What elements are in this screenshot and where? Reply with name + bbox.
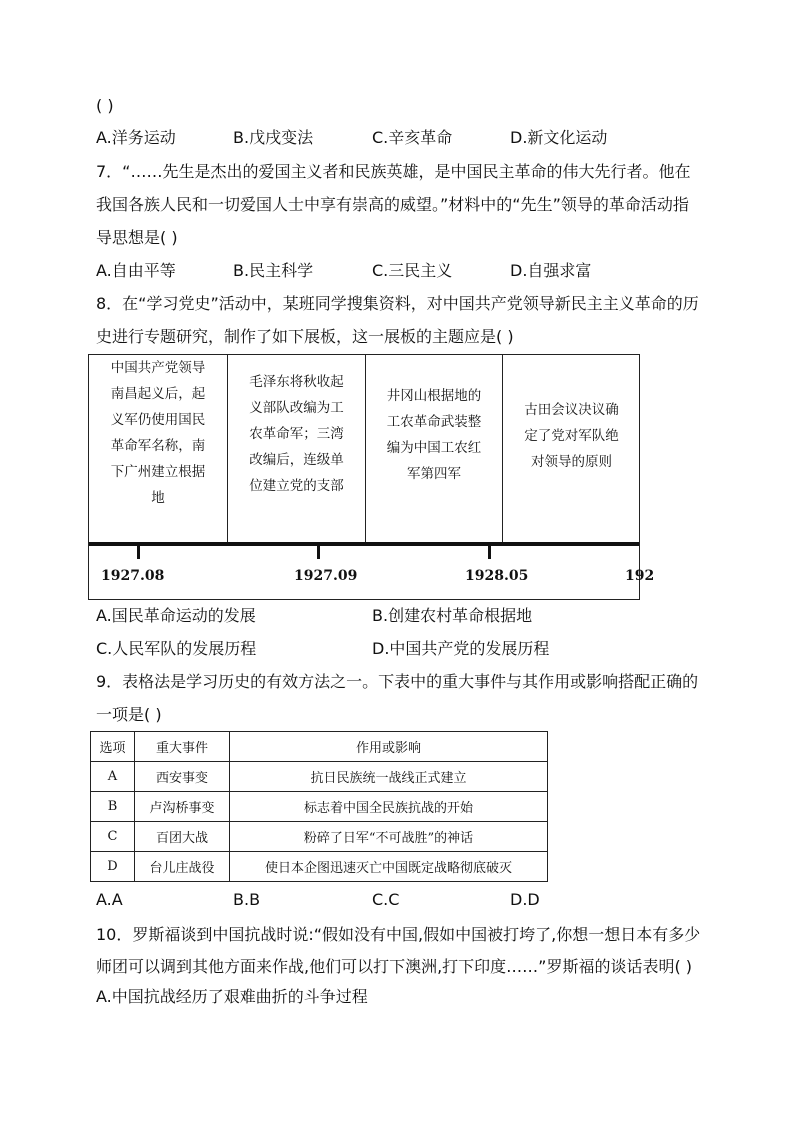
events-table <box>90 731 548 882</box>
board-panel-text: 农革命军；三湾 <box>249 426 344 442</box>
table-row <box>91 762 548 792</box>
board-panel-text: 军第四军 <box>407 466 461 482</box>
timeline-axis <box>89 542 639 546</box>
table-header-row <box>91 732 548 762</box>
q7-stem-line-1: 7．“……先生是杰出的爱国主义者和民族英雄，是中国民主革命的伟大先行者。他在 <box>96 162 691 181</box>
timeline-date: 1927.09 <box>294 568 358 584</box>
q9-stem-line-2: 一项是( ) <box>96 705 162 724</box>
table-header-cell: 重大事件 <box>135 732 230 762</box>
table-row <box>91 852 548 882</box>
q6-option-d[interactable]: D.新文化运动 <box>510 128 608 147</box>
table-cell: D <box>91 852 135 882</box>
board-panel-text: 地 <box>151 490 165 506</box>
q7-option-b[interactable]: B.民主科学 <box>233 261 314 280</box>
table-cell: 西安事变 <box>135 762 230 792</box>
table-row <box>91 822 548 852</box>
board-panel-text: 编为中国工农红 <box>386 440 482 456</box>
table-cell: A <box>91 762 135 792</box>
q7-option-c[interactable]: C.三民主义 <box>372 261 453 280</box>
table-cell: 台儿庄战役 <box>135 852 230 882</box>
q7-stem-line-2: 我国各族人民和一切爱国人士中享有崇高的威望。”材料中的“先生”领导的革命活动指 <box>96 195 689 214</box>
q9-option-b[interactable]: B.B <box>233 890 261 909</box>
table-cell: C <box>91 822 135 852</box>
table-cell: 标志着中国全民族抗战的开始 <box>230 792 548 822</box>
table-cell: 百团大战 <box>135 822 230 852</box>
q9-option-c[interactable]: C.C <box>372 890 400 909</box>
table-row <box>91 792 548 822</box>
board-panel-text: 工农革命武装整 <box>386 414 482 430</box>
board-panel-4 <box>503 355 640 543</box>
q10-stem-line-1: 10．罗斯福谈到中国抗战时说:“假如没有中国,假如中国被打垮了,你想一想日本有多少 <box>96 925 701 944</box>
board-panel-text: 位建立党的支部 <box>249 478 344 494</box>
q6-paren: ( ) <box>96 96 114 115</box>
q10-stem-line-2: 师团可以调到其他方面来作战,他们可以打下澳洲,打下印度……”罗斯福的谈话表明( ) <box>96 957 693 976</box>
q8-option-b[interactable]: B.创建农村革命根据地 <box>372 606 533 625</box>
board-panel-text: 古田会议决议确 <box>524 402 619 418</box>
q9-stem-line-1: 9．表格法是学习历史的有效方法之一。下表中的重大事件与其作用或影响搭配正确的 <box>96 672 699 691</box>
table-cell: 使日本企图迅速灭亡中国既定战略彻底破灭 <box>230 852 548 882</box>
q6-option-a[interactable]: A.洋务运动 <box>96 128 176 147</box>
timeline-date: 1927.08 <box>101 568 165 584</box>
q7-option-a[interactable]: A.自由平等 <box>96 261 176 280</box>
timeline-tick <box>317 546 320 559</box>
board-panel-text: 革命军名称，南 <box>110 438 206 454</box>
q6-option-b[interactable]: B.戊戌变法 <box>233 128 314 147</box>
q10-option-a[interactable]: A.中国抗战经历了艰难曲折的斗争过程 <box>96 987 368 1006</box>
q9-option-a[interactable]: A.A <box>96 890 123 909</box>
table-cell: 抗日民族统一战线正式建立 <box>230 762 548 792</box>
board-panel-2 <box>228 355 366 543</box>
board-panel-text: 定了党对军队绝 <box>524 428 619 444</box>
q8-option-d[interactable]: D.中国共产党的发展历程 <box>372 639 550 658</box>
timeline-board <box>88 354 655 600</box>
board-panel-text: 对领导的原则 <box>531 454 612 470</box>
q7-stem-line-3: 导思想是( ) <box>96 228 178 247</box>
table-cell: 粉碎了日军“不可战胜”的神话 <box>230 822 548 852</box>
timeline-tick <box>488 546 491 559</box>
q8-option-c[interactable]: C.人民军队的发展历程 <box>96 639 257 658</box>
board-panel-text: 毛泽东将秋收起 <box>249 374 344 390</box>
board-panel-text: 下广州建立根据 <box>110 464 206 480</box>
q7-option-d[interactable]: D.自强求富 <box>510 261 592 280</box>
board-panel-text: 义军仍使用国民 <box>110 412 206 428</box>
q6-option-c[interactable]: C.辛亥革命 <box>372 128 453 147</box>
board-panel-text: 中国共产党领导 <box>110 360 206 376</box>
board-panel-text: 义部队改编为工 <box>249 400 344 416</box>
q8-stem-line-2: 史进行专题研究，制作了如下展板，这一展板的主题应是( ) <box>96 327 514 346</box>
q9-option-d[interactable]: D.D <box>510 890 540 909</box>
board-panel-3 <box>366 355 503 543</box>
board-panel-1 <box>89 355 228 543</box>
timeline-tick <box>137 546 140 559</box>
board-panel-text: 改编后，连级单 <box>249 452 344 468</box>
q8-option-a[interactable]: A.国民革命运动的发展 <box>96 606 256 625</box>
table-header-cell: 选项 <box>91 732 135 762</box>
q8-stem-line-1: 8．在“学习党史”活动中，某班同学搜集资料，对中国共产党领导新民主主义革命的历 <box>96 294 699 313</box>
table-header-cell: 作用或影响 <box>230 732 548 762</box>
table-cell: 卢沟桥事变 <box>135 792 230 822</box>
table-cell: B <box>91 792 135 822</box>
timeline-date: 192 <box>625 568 655 584</box>
timeline-date: 1928.05 <box>465 568 529 584</box>
board-panel-text: 南昌起义后，起 <box>110 386 206 402</box>
board-panel-text: 井冈山根据地的 <box>386 388 482 404</box>
